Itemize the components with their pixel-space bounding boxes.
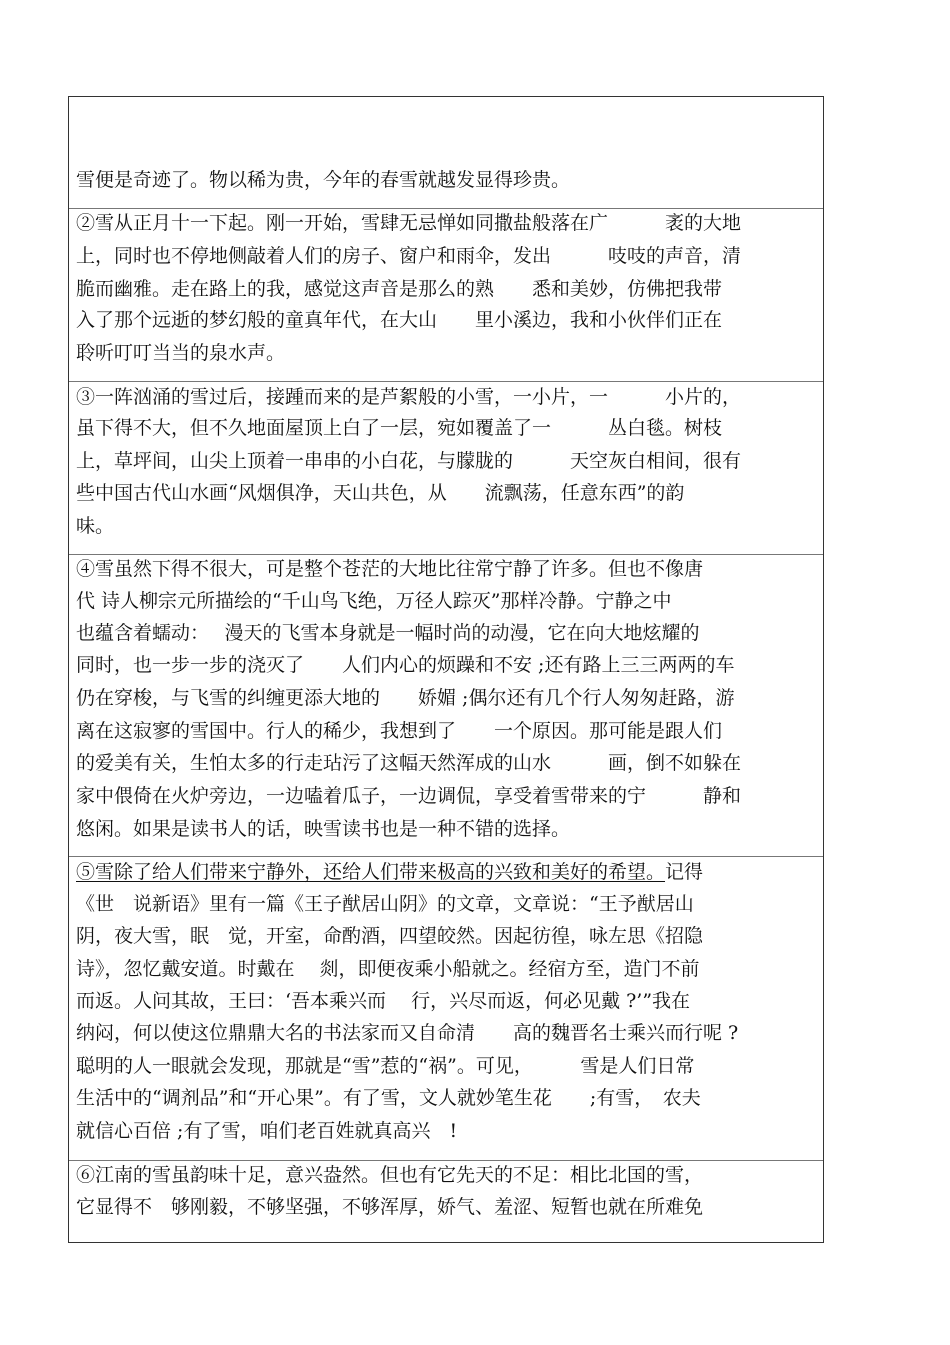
paragraph-p4-line: 离在这寂寥的雪国中。行人的稀少，我想到了 一个原因。那可能是跟人们	[76, 720, 723, 742]
paragraph-p5-line: 而返。人问其故，王曰：‘吾本乘兴而 行，兴尽而返，何必见戴 ?’”我在	[76, 990, 691, 1012]
paragraph-p4-line: 悠闲。如果是读书人的话，映雪读书也是一种不错的选择。	[76, 818, 571, 840]
paragraph-p3-line: 些中国古代山水画“风烟俱净，天山共色，从 流飘荡，任意东西”的韵	[76, 482, 685, 504]
paragraph-p4-line: 仍在穿梭，与飞雪的纠缠更添大地的 娇媚 ;偶尔还有几个行人匆匆赶路，游	[76, 687, 735, 709]
paragraph-p5-line	[76, 860, 703, 884]
paragraph-p2-line: ②雪从正月十一下起。刚一开始，雪肆无忌惮如同撒盐般落在广 袤的大地	[76, 212, 742, 234]
paragraph-p2-line: 聆听叮叮当当的泉水声。	[76, 342, 286, 364]
paragraph-p5-line: 纳闷，何以使这位鼎鼎大名的书法家而又自命清 高的魏晋名士乘兴而行呢 ?	[76, 1022, 739, 1044]
paragraph-p3-line: 虽下得不大，但不久地面屋顶上白了一层，宛如覆盖了一 丛白毯。树枝	[76, 417, 723, 439]
paragraph-divider	[69, 554, 823, 555]
paragraph-p5-line: 聪明的人一眼就会发现，那就是“雪”惹的“祸”。可见， 雪是人们日常	[76, 1055, 695, 1077]
paragraph-divider	[69, 1160, 823, 1161]
paragraph-p5-line: 就信心百倍 ;有了雪，咱们老百姓就真高兴 !	[76, 1120, 458, 1142]
paragraph-divider	[69, 208, 823, 209]
paragraph-divider	[69, 381, 823, 382]
line-text: 记得	[665, 861, 704, 883]
paragraph-p5-line: 《世 说新语》里有一篇《王子猷居山阴》的文章，文章说：“王予猷居山	[76, 893, 694, 915]
paragraph-p3-line: ③一阵汹涌的雪过后，接踵而来的是芦絮般的小雪，一小片，一 小片的，	[76, 386, 742, 408]
paragraph-p4-line: ④雪虽然下得不很大，可是整个苍茫的大地比往常宁静了许多。但也不像唐	[76, 558, 704, 580]
paragraph-p4-line: 同时，也一步一步的浇灭了 人们内心的烦躁和不安 ;还有路上三三两两的车	[76, 654, 735, 676]
paragraph-p4-line: 的爱美有关，生怕太多的行走玷污了这幅天然浑成的山水 画，倒不如躲在	[76, 752, 742, 774]
paragraph-p4-line: 代 诗人柳宗元所描绘的“千山鸟飞绝，万径人踪灭”那样冷静。宁静之中	[76, 590, 672, 612]
paragraph-p2-line: 入了那个远逝的梦幻般的童真年代，在大山 里小溪边，我和小伙伴们正在	[76, 309, 723, 331]
paragraph-p6-line: 它显得不 够刚毅，不够坚强，不够浑厚，娇气、羞涩、短暂也就在所难免	[76, 1196, 704, 1218]
paragraph-p1-line: 雪便是奇迹了。物以稀为贵，今年的春雪就越发显得珍贵。	[76, 169, 571, 191]
paragraph-p5-line: 诗》，忽忆戴安道。时戴在 剡，即便夜乘小船就之。经宿方至，造门不前	[76, 958, 700, 980]
underlined-sentence: ⑤雪除了给人们带来宁静外，还给人们带来极高的兴致和美好的希望。	[76, 861, 666, 883]
paragraph-p4-line: 家中偎倚在火炉旁边，一边嗑着瓜子，一边调侃，享受着雪带来的宁 静和	[76, 785, 742, 807]
paragraph-p4-line: 也蕴含着蠕动： 漫天的飞雪本身就是一幅时尚的动漫，它在向大地炫耀的	[76, 622, 700, 644]
paragraph-p6-line: ⑥江南的雪虽韵味十足，意兴盎然。但也有它先天的不足：相比北国的雪，	[76, 1164, 704, 1186]
paragraph-p2-line: 脆而幽雅。走在路上的我，感觉这声音是那么的熟 悉和美妙，仿佛把我带	[76, 278, 723, 300]
paragraph-p3-line: 上，草坪间，山尖上顶着一串串的小白花，与朦胧的 天空灰白相间，很有	[76, 450, 742, 472]
paragraph-p5-line: 阴，夜大雪，眠 觉，开室，命酌酒，四望皎然。因起彷徨，咏左思《招隐	[76, 925, 704, 947]
paragraph-p2-line: 上，同时也不停地侧敲着人们的房子、窗户和雨伞，发出 吱吱的声音，清	[76, 245, 742, 267]
paragraph-p3-line: 味。	[76, 515, 115, 537]
paragraph-p5-line: 生活中的“调剂品”和“开心果”。有了雪，文人就妙笔生花 ;有雪， 农夫	[76, 1087, 701, 1109]
paragraph-divider	[69, 856, 823, 857]
